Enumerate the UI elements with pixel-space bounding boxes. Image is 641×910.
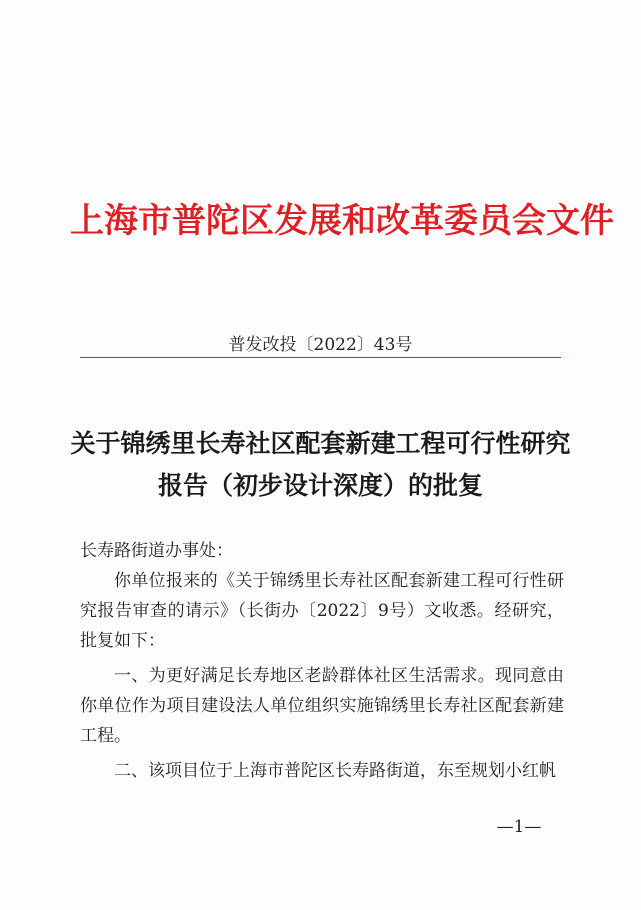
issuer-header: 上海市普陀区发展和改革委员会文件 xyxy=(70,201,614,241)
body-paragraph: 一、为更好满足长寿地区老龄群体社区生活需求。现同意由你单位作为项目建设法人单位组织实施锦绣里长寿社区配套新建工程。 xyxy=(80,666,564,746)
document-body xyxy=(80,536,564,786)
body-paragraph: 你单位报来的《关于锦绣里长寿社区配套新建工程可行性研究报告审查的请示》（长街办〔2022〕9号）文收悉。经研究，批复如下： xyxy=(80,571,564,651)
salutation: 长寿路街道办事处： xyxy=(80,541,233,561)
document-number: 普发改投〔2022〕43号 xyxy=(228,335,413,355)
body-paragraph: 二、该项目位于上海市普陀区长寿路街道，东至规划小红帆 xyxy=(114,761,556,781)
page-number: —1— xyxy=(496,817,542,837)
title-line-1: 关于锦绣里长寿社区配套新建工程可行性研究 xyxy=(70,429,571,458)
red-divider-line xyxy=(80,357,561,358)
title-line-2: 报告（初步设计深度）的批复 xyxy=(157,471,483,500)
document-title xyxy=(60,423,581,507)
